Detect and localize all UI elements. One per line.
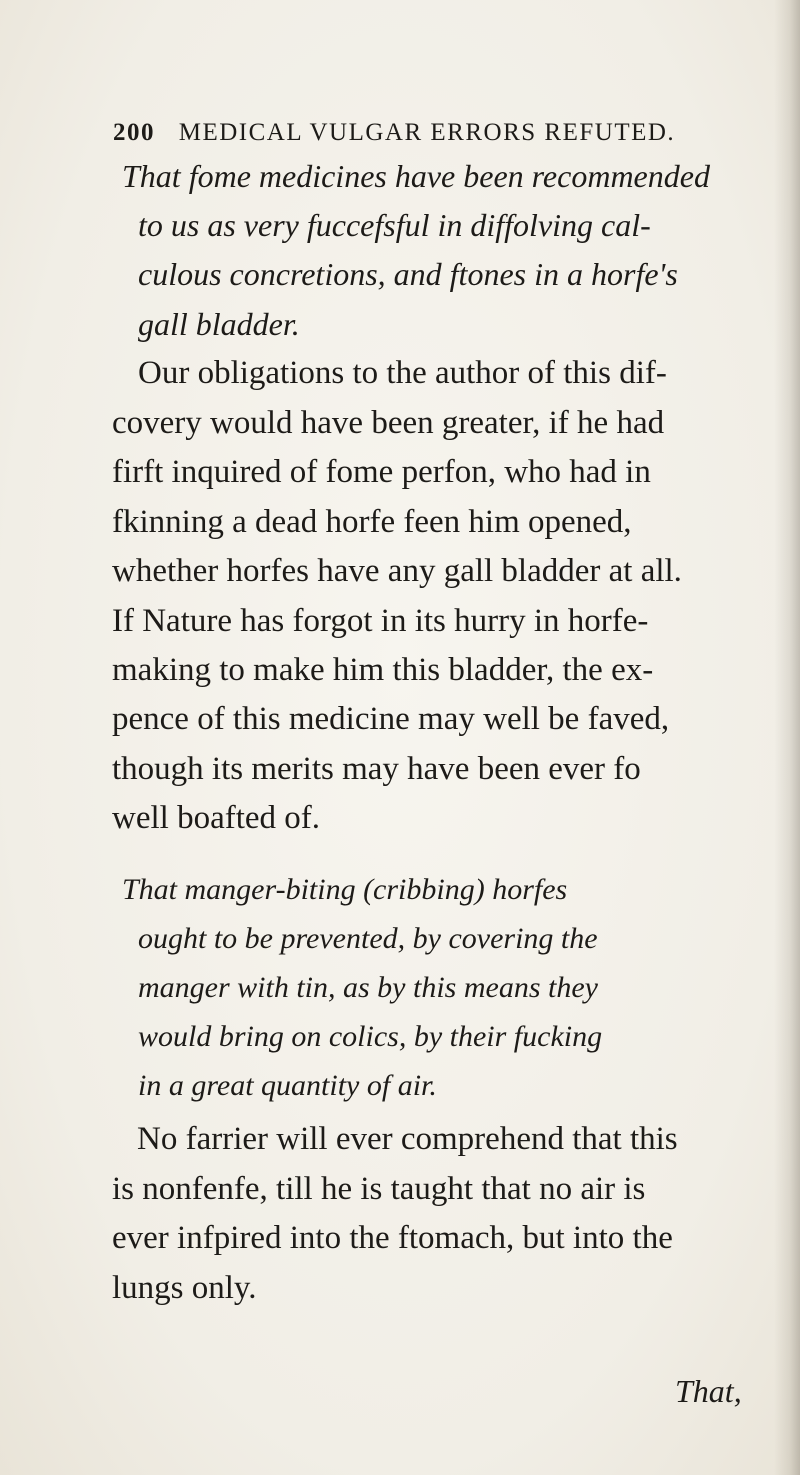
heading-line: manger with tin, as by this means they bbox=[138, 971, 598, 1004]
body-line: lungs only. bbox=[112, 1270, 257, 1306]
body-line: well boafted of. bbox=[112, 800, 321, 836]
page-number: 200 bbox=[113, 119, 155, 146]
heading-line: to us as very fuccefsful in diffolving cal- bbox=[138, 207, 651, 243]
heading-line: ought to be prevented, by covering the bbox=[138, 922, 598, 955]
body-line: ever infpired into the ftomach, but into the bbox=[112, 1220, 673, 1256]
heading-line: That manger-biting (cribbing) horfes bbox=[122, 873, 568, 906]
heading-line: culous concretions, and ftones in a horfe's bbox=[138, 256, 678, 292]
heading-line: That fome medicines have been recommended bbox=[122, 158, 710, 194]
body-line: fkinning a dead horfe feen him opened, bbox=[112, 504, 632, 540]
heading-line: would bring on colics, by their fucking bbox=[138, 1020, 603, 1053]
body-line: though its merits may have been ever fo bbox=[112, 751, 641, 787]
body-line: making to make him this bladder, the ex- bbox=[112, 652, 654, 688]
body-line: is nonfenfe, till he is taught that no air is bbox=[112, 1171, 646, 1207]
body-line: No farrier will ever comprehend that this bbox=[137, 1121, 678, 1157]
body-line: If Nature has forgot in its hurry in horfe- bbox=[112, 603, 649, 639]
running-header bbox=[113, 118, 675, 148]
body-line: whether horfes have any gall bladder at all. bbox=[112, 553, 682, 589]
body-line: pence of this medicine may well be faved, bbox=[112, 701, 670, 737]
body-line: covery would have been greater, if he had bbox=[112, 405, 665, 441]
body-line: firft inquired of fome perfon, who had in bbox=[112, 454, 651, 490]
heading-line: in a great quantity of air. bbox=[138, 1069, 437, 1102]
page-edge-shadow bbox=[774, 0, 800, 1475]
body-line: Our obligations to the author of this dif- bbox=[138, 355, 667, 391]
catchword: That, bbox=[675, 1373, 742, 1409]
running-title: MEDICAL VULGAR ERRORS REFUTED. bbox=[178, 119, 676, 146]
heading-line: gall bladder. bbox=[138, 306, 300, 342]
